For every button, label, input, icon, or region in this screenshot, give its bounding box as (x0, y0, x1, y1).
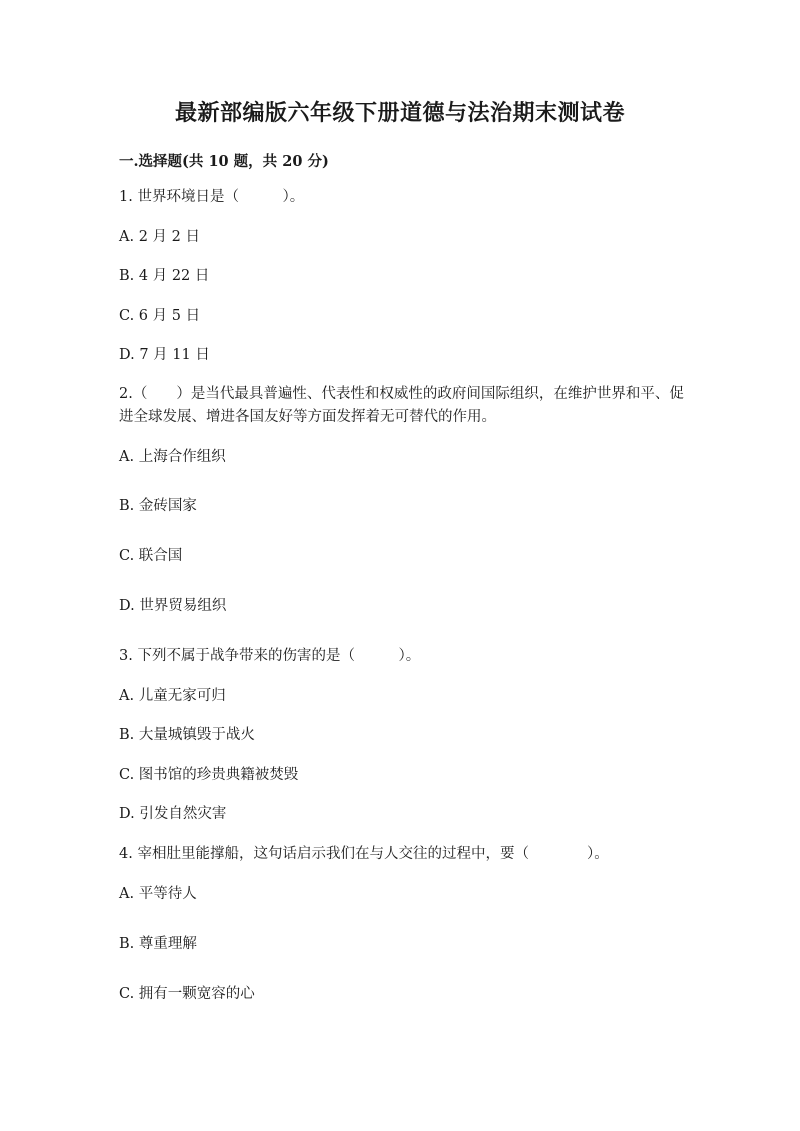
section-header-multiple-choice: 一.选择题(共 10 题，共 20 分) (119, 153, 329, 170)
question-2-option-c: C. 联合国 (119, 548, 183, 564)
exam-title: 最新部编版六年级下册道德与法治期末测试卷 (174, 100, 625, 126)
question-4-option-c: C. 拥有一颗宽容的心 (119, 986, 255, 1002)
question-1-stem: 1. 世界环境日是（ ）。 (119, 189, 305, 205)
question-3-option-d: D. 引发自然灾害 (119, 806, 227, 822)
question-3-stem: 3. 下列不属于战争带来的伤害的是（ ）。 (119, 648, 421, 664)
question-3-option-a: A. 儿童无家可归 (119, 688, 226, 704)
question-1-option-a: A. 2 月 2 日 (119, 229, 200, 245)
question-2-option-b: B. 金砖国家 (119, 498, 197, 514)
question-1-option-b: B. 4 月 22 日 (119, 268, 210, 284)
question-1-option-d: D. 7 月 11 日 (119, 347, 210, 363)
question-2-stem: 2.（ ）是当代最具普遍性、代表性和权威性的政府间国际组织，在维护世界和平、促进全球发展、增进各国友好等方面发挥着无可替代的作用。 (119, 386, 684, 425)
question-4-stem: 4. 宰相肚里能撑船，这句话启示我们在与人交往的过程中，要（ ）。 (119, 846, 609, 862)
question-3-option-b: B. 大量城镇毁于战火 (119, 727, 255, 743)
question-1-option-c: C. 6 月 5 日 (119, 308, 201, 324)
question-2-option-d: D. 世界贸易组织 (119, 598, 227, 614)
question-4-option-b: B. 尊重理解 (119, 936, 197, 952)
question-4-option-a: A. 平等待人 (119, 886, 197, 902)
question-3-option-c: C. 图书馆的珍贵典籍被焚毁 (119, 767, 299, 783)
question-2-option-a: A. 上海合作组织 (119, 449, 226, 465)
